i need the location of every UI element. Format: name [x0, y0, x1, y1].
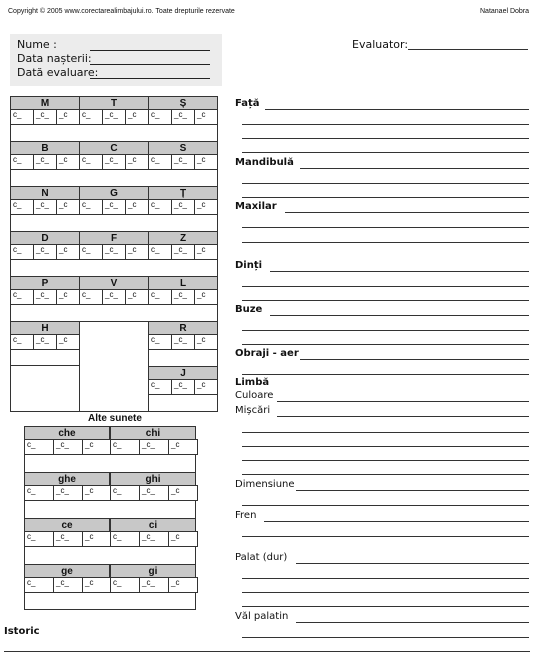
hard-palate-label: Palat (dur) — [235, 552, 288, 563]
sound-cell[interactable] — [33, 109, 57, 125]
sound-header: F — [79, 231, 149, 245]
position-label: _c_ — [56, 578, 69, 587]
sound-cell[interactable] — [56, 154, 80, 170]
position-label: c_ — [13, 335, 22, 344]
position-label: _c — [59, 200, 68, 209]
tongue-label: Limbă — [235, 377, 270, 388]
position-label: _c_ — [105, 200, 118, 209]
position-label: _c_ — [142, 578, 155, 587]
sound-cell[interactable] — [125, 109, 149, 125]
answer-line[interactable] — [242, 183, 529, 184]
sound-header: Z — [148, 231, 218, 245]
evaluator-field[interactable] — [408, 49, 528, 50]
sound-cell[interactable] — [33, 289, 57, 305]
sound-cell[interactable] — [148, 109, 172, 125]
position-label: _c — [85, 578, 94, 587]
sound-cell[interactable] — [139, 485, 169, 501]
position-label: _c — [128, 290, 137, 299]
eval-date-label: Dată evaluare: — [17, 66, 99, 79]
position-label: _c_ — [174, 380, 187, 389]
sound-header: G — [79, 186, 149, 200]
position-label: _c — [59, 335, 68, 344]
sound-header: ghe — [24, 472, 110, 486]
position-label: c_ — [151, 245, 160, 254]
answer-line[interactable] — [265, 109, 529, 110]
position-label: _c — [197, 335, 206, 344]
history-line[interactable] — [4, 651, 530, 652]
sound-cell[interactable] — [125, 289, 149, 305]
sound-cell[interactable] — [24, 577, 54, 593]
patient-info-box — [10, 34, 222, 86]
sound-cell[interactable] — [79, 154, 103, 170]
birth-date-label: Data nașterii: — [17, 52, 92, 65]
sound-header: H — [10, 321, 80, 335]
soft-palate-label: Văl palatin — [235, 611, 289, 622]
answer-line[interactable] — [242, 505, 529, 506]
position-label: c_ — [151, 155, 160, 164]
answer-line[interactable] — [242, 446, 529, 447]
sound-cell[interactable] — [168, 531, 198, 547]
copyright-text: Copyright © 2005 www.corectarealimbajului.ro. Toate drepturile rezervate — [8, 8, 235, 15]
position-label: _c — [171, 440, 180, 449]
position-label: _c — [59, 290, 68, 299]
sound-cell[interactable] — [56, 334, 80, 350]
position-label: _c_ — [142, 532, 155, 541]
answer-line[interactable] — [242, 637, 529, 638]
sound-cell[interactable] — [10, 154, 34, 170]
position-label: _c_ — [105, 245, 118, 254]
sound-cell[interactable] — [82, 531, 112, 547]
mandible-label: Mandibulă — [235, 157, 294, 168]
face-label: Față — [235, 98, 260, 109]
position-label: _c — [128, 200, 137, 209]
sound-cell[interactable] — [148, 334, 172, 350]
sound-header: ci — [110, 518, 196, 532]
position-label: _c — [128, 155, 137, 164]
sound-header: ce — [24, 518, 110, 532]
position-label: _c — [85, 486, 94, 495]
sound-cell[interactable] — [24, 485, 54, 501]
history-label: Istoric — [4, 626, 40, 637]
sound-cell[interactable] — [148, 244, 172, 260]
sound-cell[interactable] — [53, 485, 83, 501]
sound-cell[interactable] — [168, 439, 198, 455]
position-label: c_ — [151, 335, 160, 344]
sound-cell[interactable] — [33, 154, 57, 170]
sound-cell[interactable] — [194, 379, 218, 395]
answer-line[interactable] — [242, 374, 529, 375]
sound-cell[interactable] — [110, 485, 140, 501]
sound-cell[interactable] — [56, 289, 80, 305]
sound-cell[interactable] — [139, 531, 169, 547]
sound-cell[interactable] — [102, 154, 126, 170]
evaluator-label: Evaluator: — [352, 38, 409, 51]
other-sounds-title: Alte sunete — [88, 413, 142, 424]
sound-header: C — [79, 141, 149, 155]
position-label: c_ — [27, 532, 36, 541]
sound-header: S — [148, 141, 218, 155]
sound-cell[interactable] — [148, 154, 172, 170]
sound-cell[interactable] — [82, 439, 112, 455]
position-label: c_ — [82, 245, 91, 254]
position-label: c_ — [151, 110, 160, 119]
position-label: _c — [59, 245, 68, 254]
sound-cell[interactable] — [194, 334, 218, 350]
position-label: c_ — [113, 578, 122, 587]
sound-cell[interactable] — [171, 244, 195, 260]
sound-header: T — [79, 96, 149, 110]
sound-header: D — [10, 231, 80, 245]
position-label: _c_ — [56, 440, 69, 449]
answer-line[interactable] — [242, 138, 529, 139]
sound-cell[interactable] — [10, 199, 34, 215]
position-label: _c_ — [36, 290, 49, 299]
blank-cell — [79, 321, 149, 412]
position-label: c_ — [82, 110, 91, 119]
position-label: c_ — [13, 155, 22, 164]
sound-cell[interactable] — [56, 109, 80, 125]
lips-label: Buze — [235, 304, 263, 315]
sound-cell[interactable] — [82, 485, 112, 501]
position-label: c_ — [13, 110, 22, 119]
answer-line[interactable] — [242, 152, 529, 153]
sound-header: Ț — [148, 186, 218, 200]
position-label: _c_ — [105, 290, 118, 299]
position-label: c_ — [27, 578, 36, 587]
answer-line[interactable] — [242, 344, 529, 345]
answer-line[interactable] — [300, 168, 529, 169]
answer-line[interactable] — [242, 592, 529, 593]
sound-cell[interactable] — [79, 289, 103, 305]
sound-header: N — [10, 186, 80, 200]
position-label: _c_ — [56, 486, 69, 495]
answer-line[interactable] — [270, 271, 529, 272]
answer-line[interactable] — [277, 416, 529, 417]
position-label: c_ — [82, 200, 91, 209]
tongue-movements-label: Mișcări — [235, 405, 271, 416]
answer-line[interactable] — [242, 330, 529, 331]
position-label: _c — [171, 578, 180, 587]
answer-line[interactable] — [242, 242, 529, 243]
sound-cell[interactable] — [10, 334, 34, 350]
sound-cell[interactable] — [79, 109, 103, 125]
sound-cell[interactable] — [33, 334, 57, 350]
position-label: c_ — [82, 155, 91, 164]
position-label: _c_ — [36, 155, 49, 164]
sound-header: che — [24, 426, 110, 440]
sound-cell[interactable] — [125, 199, 149, 215]
position-label: c_ — [151, 200, 160, 209]
answer-line[interactable] — [242, 536, 529, 537]
sound-header: ghi — [110, 472, 196, 486]
sound-cell[interactable] — [194, 154, 218, 170]
position-label: _c_ — [36, 110, 49, 119]
position-label: c_ — [82, 290, 91, 299]
sound-cell[interactable] — [79, 199, 103, 215]
sound-cell[interactable] — [171, 154, 195, 170]
position-label: _c — [171, 532, 180, 541]
sound-cell[interactable] — [168, 485, 198, 501]
sound-header: J — [148, 366, 218, 380]
maxilla-label: Maxilar — [235, 201, 277, 212]
sound-cell[interactable] — [56, 199, 80, 215]
position-label: _c — [59, 110, 68, 119]
sound-header: ge — [24, 564, 110, 578]
eval-date-field[interactable] — [90, 78, 210, 79]
sound-cell[interactable] — [171, 109, 195, 125]
sound-cell[interactable] — [139, 439, 169, 455]
frenum-label: Fren — [235, 510, 257, 521]
sound-cell[interactable] — [10, 244, 34, 260]
sound-cell[interactable] — [194, 289, 218, 305]
sound-cell[interactable] — [10, 289, 34, 305]
sound-cell[interactable] — [102, 289, 126, 305]
position-label: _c_ — [174, 110, 187, 119]
sound-cell[interactable] — [171, 379, 195, 395]
sound-cell[interactable] — [33, 244, 57, 260]
answer-line[interactable] — [300, 359, 529, 360]
answer-line[interactable] — [242, 474, 529, 475]
position-label: _c — [197, 380, 206, 389]
sound-header: B — [10, 141, 80, 155]
sound-cell[interactable] — [102, 109, 126, 125]
position-label: _c — [197, 290, 206, 299]
sound-cell[interactable] — [148, 289, 172, 305]
sound-header: M — [10, 96, 80, 110]
position-label: c_ — [13, 290, 22, 299]
sound-cell[interactable] — [148, 199, 172, 215]
sound-cell[interactable] — [171, 199, 195, 215]
sound-cell[interactable] — [110, 439, 140, 455]
sound-cell[interactable] — [148, 379, 172, 395]
position-label: _c_ — [56, 532, 69, 541]
position-label: c_ — [113, 440, 122, 449]
sound-cell[interactable] — [102, 199, 126, 215]
position-label: _c_ — [142, 440, 155, 449]
position-label: c_ — [113, 486, 122, 495]
sound-header: gi — [110, 564, 196, 578]
sound-header: chi — [110, 426, 196, 440]
position-label: _c — [197, 200, 206, 209]
position-label: _c — [197, 110, 206, 119]
sound-cell[interactable] — [125, 244, 149, 260]
sound-header: R — [148, 321, 218, 335]
sound-header: L — [148, 276, 218, 290]
position-label: c_ — [113, 532, 122, 541]
cheeks-label: Obraji - aer — [235, 348, 299, 359]
sound-cell[interactable] — [79, 244, 103, 260]
sound-cell[interactable] — [125, 154, 149, 170]
position-label: _c_ — [105, 110, 118, 119]
position-label: _c_ — [36, 200, 49, 209]
position-label: _c_ — [174, 290, 187, 299]
sound-cell[interactable] — [110, 531, 140, 547]
answer-line[interactable] — [285, 212, 529, 213]
position-label: _c_ — [174, 155, 187, 164]
position-label: c_ — [13, 200, 22, 209]
position-label: c_ — [27, 486, 36, 495]
position-label: _c_ — [174, 200, 187, 209]
position-label: _c — [128, 245, 137, 254]
sound-cell[interactable] — [10, 109, 34, 125]
sound-header: Ș — [148, 96, 218, 110]
sound-cell[interactable] — [33, 199, 57, 215]
blank-cell — [10, 365, 80, 412]
position-label: _c_ — [174, 245, 187, 254]
sound-cell[interactable] — [194, 109, 218, 125]
position-label: c_ — [151, 380, 160, 389]
answer-line[interactable] — [242, 197, 529, 198]
position-label: c_ — [27, 440, 36, 449]
answer-line[interactable] — [277, 401, 529, 402]
sound-cell[interactable] — [24, 531, 54, 547]
position-label: _c — [197, 245, 206, 254]
position-label: _c_ — [36, 245, 49, 254]
sound-cell[interactable] — [171, 334, 195, 350]
answer-line[interactable] — [296, 490, 529, 491]
answer-line[interactable] — [296, 563, 529, 564]
answer-line[interactable] — [242, 286, 529, 287]
position-label: _c — [59, 155, 68, 164]
answer-line[interactable] — [242, 460, 529, 461]
sound-cell[interactable] — [102, 244, 126, 260]
sound-cell[interactable] — [24, 439, 54, 455]
position-label: _c — [197, 155, 206, 164]
sound-cell[interactable] — [139, 577, 169, 593]
tongue-color-label: Culoare — [235, 390, 274, 401]
answer-line[interactable] — [296, 622, 529, 623]
name-field[interactable] — [90, 50, 210, 51]
sound-cell[interactable] — [171, 289, 195, 305]
position-label: _c — [128, 110, 137, 119]
sound-cell[interactable] — [110, 577, 140, 593]
position-label: c_ — [13, 245, 22, 254]
position-label: _c_ — [105, 155, 118, 164]
position-label: _c_ — [174, 335, 187, 344]
position-label: _c — [171, 486, 180, 495]
answer-line[interactable] — [242, 578, 529, 579]
answer-line[interactable] — [242, 606, 529, 607]
sound-cell[interactable] — [194, 199, 218, 215]
birth-date-field[interactable] — [90, 64, 210, 65]
teeth-label: Dinți — [235, 260, 263, 271]
name-label: Nume : — [17, 38, 57, 51]
sound-header: V — [79, 276, 149, 290]
sound-cell[interactable] — [56, 244, 80, 260]
sound-cell[interactable] — [168, 577, 198, 593]
position-label: _c_ — [142, 486, 155, 495]
answer-line[interactable] — [242, 300, 529, 301]
answer-line[interactable] — [242, 227, 529, 228]
answer-line[interactable] — [242, 432, 529, 433]
sound-header: P — [10, 276, 80, 290]
position-label: _c — [85, 440, 94, 449]
answer-line[interactable] — [264, 521, 529, 522]
sound-cell[interactable] — [53, 439, 83, 455]
sound-cell[interactable] — [194, 244, 218, 260]
sound-cell[interactable] — [53, 577, 83, 593]
answer-line[interactable] — [270, 315, 529, 316]
position-label: _c — [85, 532, 94, 541]
position-label: _c_ — [36, 335, 49, 344]
sound-cell[interactable] — [82, 577, 112, 593]
tongue-size-label: Dimensiune — [235, 479, 295, 490]
position-label: c_ — [151, 290, 160, 299]
sound-cell[interactable] — [53, 531, 83, 547]
author-name: Natanael Dobra — [480, 8, 530, 15]
answer-line[interactable] — [242, 124, 529, 125]
